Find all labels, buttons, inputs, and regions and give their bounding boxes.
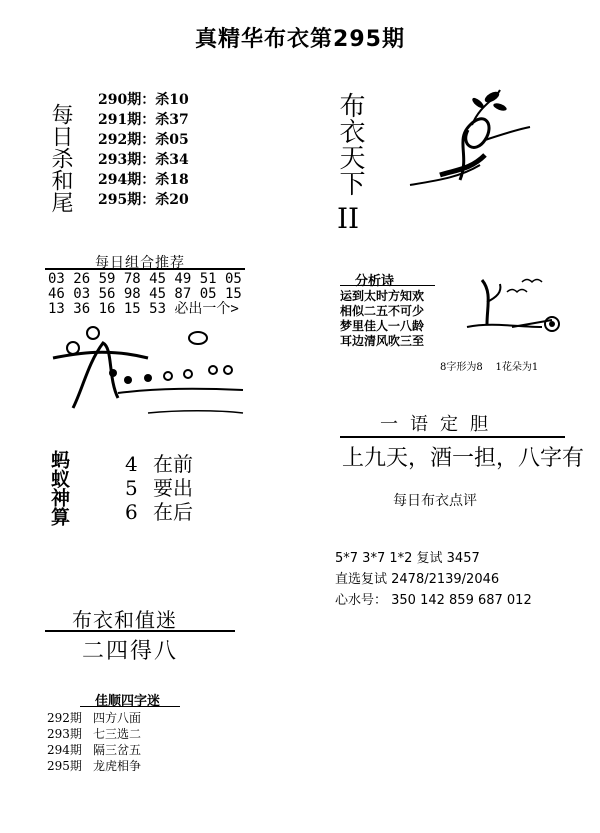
four-list xyxy=(47,710,141,774)
mi-title: 布衣和值迷 xyxy=(72,608,177,632)
poem-line: 运到太时方知欢 xyxy=(340,289,425,303)
four-divider xyxy=(80,706,180,707)
review-title: 每日布衣点评 xyxy=(393,493,477,509)
poem-divider xyxy=(340,285,435,286)
page-title: 真精华布衣第295期 xyxy=(195,27,405,52)
four-item: 295期 龙虎相争 xyxy=(47,759,142,773)
ant-row: 5 要出 xyxy=(125,476,193,500)
poem-title: 分析诗 xyxy=(355,274,395,289)
poem-line: 耳边清风吹三至 xyxy=(340,334,425,348)
buyi-vertical-label: 布衣天下 xyxy=(335,92,365,196)
ant-row: 4 在前 xyxy=(125,452,193,476)
four-item: 293期 七三选二 xyxy=(47,727,142,741)
daily-list xyxy=(98,90,189,210)
daily-item: 290期：杀10 xyxy=(98,92,189,108)
review-line: 直选复试 2478/2139/2046 xyxy=(335,572,500,587)
daily-item: 291期：杀37 xyxy=(98,112,189,128)
four-item: 292期 四方八面 xyxy=(47,711,142,725)
combo-title: 每日组合推荐 xyxy=(95,255,185,271)
daily-item: 295期：杀20 xyxy=(98,192,189,208)
poem-line: 梦里佳人一八龄 xyxy=(340,319,425,333)
combo-divider xyxy=(45,268,245,270)
four-item: 294期 隔三岔五 xyxy=(47,743,142,757)
review-line: 心水号： 350 142 859 687 012 xyxy=(335,593,532,608)
yiyu-divider xyxy=(340,436,565,438)
mi-divider xyxy=(45,630,235,632)
buyi-numeral: II xyxy=(337,202,360,235)
plant-illustration xyxy=(400,85,540,195)
daily-item: 293期：杀34 xyxy=(98,152,189,168)
garden-illustration xyxy=(48,318,248,423)
poem-line: 相似二五不可少 xyxy=(340,304,425,318)
poem-lines xyxy=(340,289,424,349)
review-line: 5*7 3*7 1*2 复试 3457 xyxy=(335,551,480,566)
daily-vertical-label: 每日杀和尾 xyxy=(48,103,73,213)
four-title: 佳顺四字迷 xyxy=(95,694,161,709)
daily-item: 294期：杀18 xyxy=(98,172,189,188)
yiyu-title: 一语定胆 xyxy=(380,414,500,435)
hints: 8字形为8 1花朵为1 xyxy=(440,362,539,373)
daily-item: 292期：杀05 xyxy=(98,132,189,148)
bird-branch-illustration xyxy=(462,272,582,347)
review-info xyxy=(335,548,532,611)
combo-numbers: 03 26 59 78 45 49 51 05 46 03 56 98 45 87 05 15 13 36 16 15 53 必出一个> xyxy=(48,271,242,317)
ant-row: 6 在后 xyxy=(125,500,193,524)
ant-list xyxy=(125,452,193,524)
yiyu-text: 上九天，酒一担，八字有 xyxy=(342,446,585,471)
ant-vertical-label: 蚂蚁神算 xyxy=(48,450,70,526)
mi-text: 二四得八 xyxy=(82,639,179,664)
